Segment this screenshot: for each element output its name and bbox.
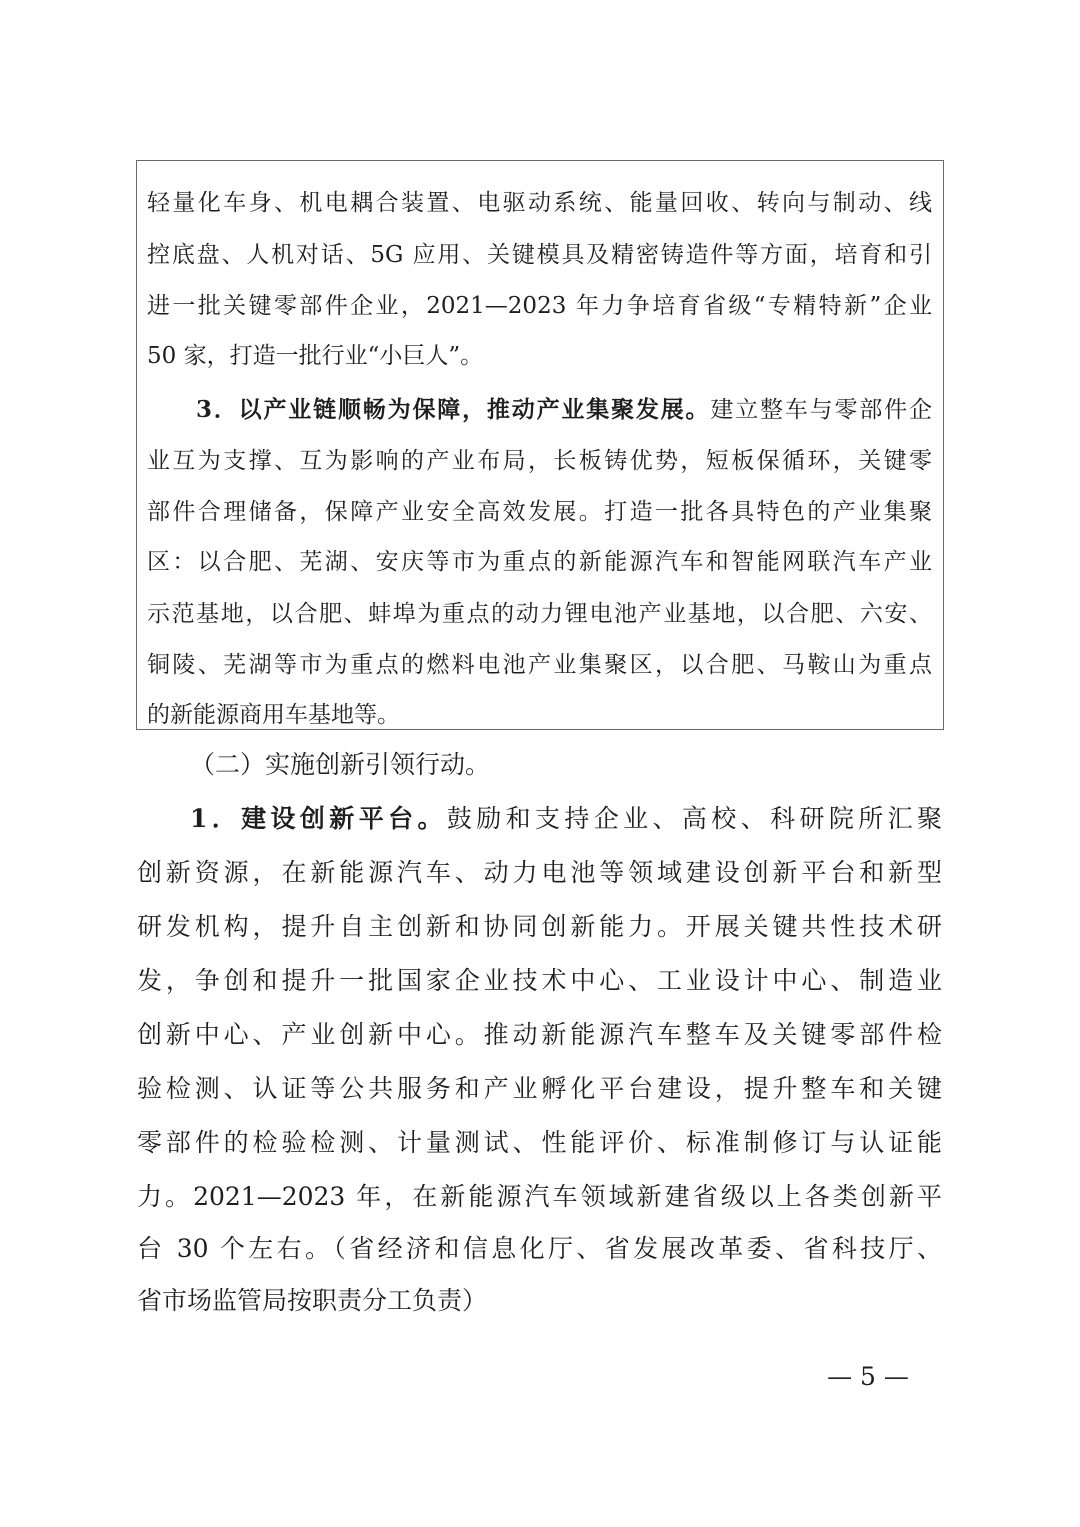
item-1-first-text: 鼓励和支持企业、高校、科研院所汇聚 bbox=[446, 804, 942, 833]
box-paragraph-line: 控底盘、人机对话、5G 应用、关键模具及精密铸造件等方面，培育和引 bbox=[147, 242, 932, 268]
item-1-line: 创新中心、产业创新中心。推动新能源汽车整车及关键零部件检 bbox=[137, 1020, 942, 1049]
item-1-line: 台 30 个左右。（省经济和信息化厅、省发展改革委、省科技厅、 bbox=[137, 1234, 942, 1263]
item-3-line: 业互为支撑、互为影响的产业布局，长板铸优势，短板保循环，关键零 bbox=[147, 448, 932, 474]
item-1-title: 1．建设创新平台。 bbox=[190, 804, 447, 833]
section-heading: （二）实施创新引领行动。 bbox=[190, 750, 491, 779]
item-1-line: 力。2021—2023 年，在新能源汽车领域新建省级以上各类创新平 bbox=[137, 1182, 942, 1211]
item-1-line: 零部件的检验检测、计量测试、性能评价、标准制修订与认证能 bbox=[137, 1128, 942, 1157]
item-3-line: 区：以合肥、芜湖、安庆等市为重点的新能源汽车和智能网联汽车产业 bbox=[147, 549, 932, 575]
item-3-title: 3．以产业链顺畅为保障，推动产业集聚发展。 bbox=[196, 396, 711, 423]
item-3-line: 铜陵、芜湖等市为重点的燃料电池产业集聚区，以合肥、马鞍山为重点 bbox=[147, 652, 932, 678]
item-3-first-line bbox=[196, 395, 932, 425]
item-3-first-text: 建立整车与零部件企 bbox=[710, 397, 932, 423]
item-3-line: 部件合理储备，保障产业安全高效发展。打造一批各具特色的产业集聚 bbox=[147, 499, 932, 525]
box-paragraph-line: 进一批关键零部件企业，2021—2023 年力争培育省级“专精特新”企业 bbox=[147, 293, 932, 319]
item-1-line: 创新资源，在新能源汽车、动力电池等领域建设创新平台和新型 bbox=[137, 858, 942, 887]
box-paragraph-line: 轻量化车身、机电耦合装置、电驱动系统、能量回收、转向与制动、线 bbox=[147, 190, 932, 216]
item-1-line: 省市场监管局按职责分工负责） bbox=[137, 1286, 488, 1315]
item-1-first-line bbox=[190, 802, 942, 836]
box-paragraph-line: 50 家，打造一批行业“小巨人”。 bbox=[147, 343, 484, 369]
item-1-line: 研发机构，提升自主创新和协同创新能力。开展关键共性技术研 bbox=[137, 912, 942, 941]
item-1-line: 发，争创和提升一批国家企业技术中心、工业设计中心、制造业 bbox=[137, 966, 942, 995]
page-number: — 5 — bbox=[827, 1362, 909, 1391]
item-1-line: 验检测、认证等公共服务和产业孵化平台建设，提升整车和关键 bbox=[137, 1074, 942, 1103]
item-3-line: 示范基地，以合肥、蚌埠为重点的动力锂电池产业基地，以合肥、六安、 bbox=[147, 601, 932, 627]
item-3-line: 的新能源商用车基地等。 bbox=[147, 702, 400, 728]
